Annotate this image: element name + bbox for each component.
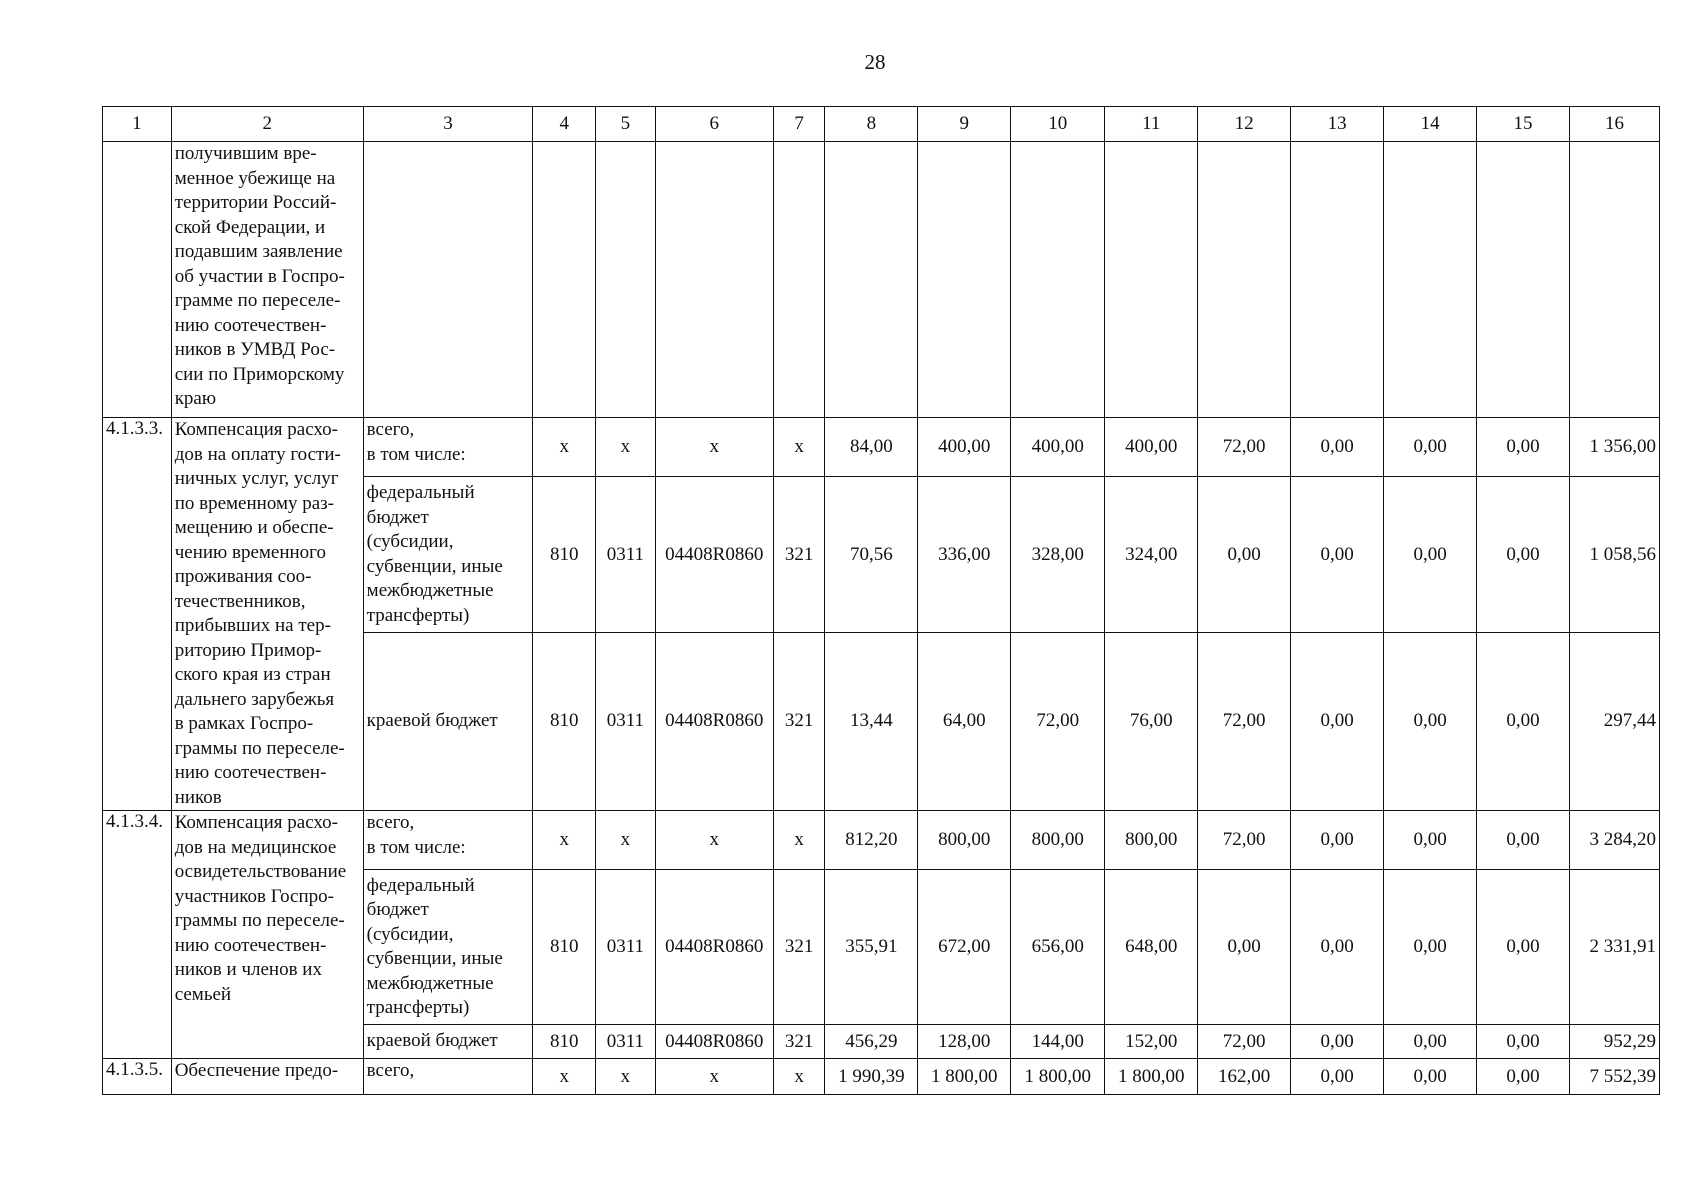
value-cell: 0,00 — [1384, 811, 1477, 870]
value-cell: 812,20 — [825, 811, 918, 870]
value-cell: 324,00 — [1105, 477, 1198, 632]
item-code-cell: 4.1.3.4. — [103, 811, 172, 1059]
total-cell: 7 552,39 — [1570, 1059, 1660, 1095]
glava-cell: х — [533, 418, 596, 477]
glava-cell: 810 — [533, 477, 596, 632]
column-header: 14 — [1384, 107, 1477, 142]
column-header: 4 — [533, 107, 596, 142]
total-cell: 3 284,20 — [1570, 811, 1660, 870]
column-header: 9 — [918, 107, 1011, 142]
value-cell: 72,00 — [1198, 632, 1291, 810]
value-cell: 800,00 — [918, 811, 1011, 870]
glava-cell: 810 — [533, 632, 596, 810]
value-cell: 128,00 — [918, 1025, 1011, 1059]
expense-type-cell: х — [773, 1059, 825, 1095]
column-header: 8 — [825, 107, 918, 142]
value-cell: 0,00 — [1291, 870, 1384, 1025]
expense-type-cell: х — [773, 811, 825, 870]
value-cell: 800,00 — [1105, 811, 1198, 870]
value-cell: 0,00 — [1291, 418, 1384, 477]
column-header: 7 — [773, 107, 825, 142]
expense-type-cell: 321 — [773, 1025, 825, 1059]
value-cell: 0,00 — [1477, 870, 1570, 1025]
section-cell: 0311 — [596, 870, 656, 1025]
value-cell: 0,00 — [1384, 870, 1477, 1025]
value-cell: 0,00 — [1291, 477, 1384, 632]
target-code-cell: 04408R0860 — [655, 477, 773, 632]
value-cell: 1 800,00 — [1011, 1059, 1105, 1095]
value-cell: 656,00 — [1011, 870, 1105, 1025]
column-header: 10 — [1011, 107, 1105, 142]
value-cell: 0,00 — [1198, 477, 1291, 632]
column-header: 16 — [1570, 107, 1660, 142]
target-code-cell: х — [655, 418, 773, 477]
funding-source-cell: всего, в том числе: — [363, 811, 533, 870]
expense-type-cell: 321 — [773, 477, 825, 632]
value-cell: 76,00 — [1105, 632, 1198, 810]
funding-source-cell: федеральный бюджет (субсидии, субвенции, иные межбюджетные трансферты) — [363, 870, 533, 1025]
funding-source-cell: краевой бюджет — [363, 1025, 533, 1059]
value-cell: 0,00 — [1291, 811, 1384, 870]
value-cell: 1 990,39 — [825, 1059, 918, 1095]
value-cell: 0,00 — [1384, 1059, 1477, 1095]
section-cell: 0311 — [596, 477, 656, 632]
column-header: 11 — [1105, 107, 1198, 142]
value-cell: 355,91 — [825, 870, 918, 1025]
value-cell: 72,00 — [1011, 632, 1105, 810]
expense-type-cell: х — [773, 418, 825, 477]
value-cell: 144,00 — [1011, 1025, 1105, 1059]
target-code-cell: х — [655, 811, 773, 870]
column-header: 12 — [1198, 107, 1291, 142]
item-name-cell: получившим вре- менное убежище на территории Россий- ской Федерации, и подавшим заявление об участии в Госпро- грамме по переселе- нию соотечествен- ников в УМВД Рос- сии по Приморскому краю — [171, 142, 363, 418]
value-cell: 0,00 — [1477, 418, 1570, 477]
column-header: 1 — [103, 107, 172, 142]
total-cell: 297,44 — [1570, 632, 1660, 810]
value-cell: 13,44 — [825, 632, 918, 810]
item-name-cell: Компенсация расхо- дов на медицинское освидетельствование участников Госпро- граммы по переселе- нию соотечествен- ников и членов их семьей — [171, 811, 363, 1059]
table-row — [103, 1059, 1660, 1095]
value-cell: 72,00 — [1198, 418, 1291, 477]
value-cell: 0,00 — [1477, 477, 1570, 632]
table-row-continuation — [103, 142, 1660, 418]
expense-type-cell: 321 — [773, 632, 825, 810]
value-cell: 0,00 — [1384, 477, 1477, 632]
table-row — [103, 811, 1660, 870]
target-code-cell: 04408R0860 — [655, 870, 773, 1025]
glava-cell: х — [533, 1059, 596, 1095]
value-cell: 70,56 — [825, 477, 918, 632]
value-cell: 0,00 — [1477, 632, 1570, 810]
column-header: 13 — [1291, 107, 1384, 142]
glava-cell: 810 — [533, 1025, 596, 1059]
page-number: 28 — [864, 50, 886, 74]
column-header: 6 — [655, 107, 773, 142]
value-cell: 672,00 — [918, 870, 1011, 1025]
value-cell: 400,00 — [1011, 418, 1105, 477]
target-code-cell: 04408R0860 — [655, 632, 773, 810]
value-cell: 336,00 — [918, 477, 1011, 632]
value-cell: 84,00 — [825, 418, 918, 477]
value-cell: 800,00 — [1011, 811, 1105, 870]
value-cell: 0,00 — [1291, 1025, 1384, 1059]
funding-source-cell: краевой бюджет — [363, 632, 533, 810]
funding-source-cell: всего, — [363, 1059, 533, 1095]
value-cell: 152,00 — [1105, 1025, 1198, 1059]
value-cell: 648,00 — [1105, 870, 1198, 1025]
item-name-cell: Компенсация расхо- дов на оплату гости- ничных услуг, услуг по временному раз- мещению и обеспе- чению временного проживания соо- течественников, прибывших на тер- риторию Примор- ского края из стран дальнего зарубежья в рамках Госпро- граммы по переселе- нию соотечествен- ников — [171, 418, 363, 811]
total-cell: 2 331,91 — [1570, 870, 1660, 1025]
value-cell: 64,00 — [918, 632, 1011, 810]
value-cell: 400,00 — [918, 418, 1011, 477]
total-cell: 1 356,00 — [1570, 418, 1660, 477]
funding-source-cell: федеральный бюджет (субсидии, субвенции, иные межбюджетные трансферты) — [363, 477, 533, 632]
item-code-cell: 4.1.3.5. — [103, 1059, 172, 1095]
section-cell: х — [596, 418, 656, 477]
value-cell: 0,00 — [1291, 632, 1384, 810]
value-cell: 162,00 — [1198, 1059, 1291, 1095]
target-code-cell: х — [655, 1059, 773, 1095]
value-cell: 1 800,00 — [1105, 1059, 1198, 1095]
budget-table — [102, 106, 1660, 1095]
item-code-cell: 4.1.3.3. — [103, 418, 172, 811]
value-cell: 0,00 — [1384, 1025, 1477, 1059]
target-code-cell: 04408R0860 — [655, 1025, 773, 1059]
table-row — [103, 418, 1660, 477]
value-cell: 0,00 — [1198, 870, 1291, 1025]
glava-cell: 810 — [533, 870, 596, 1025]
funding-source-cell: всего, в том числе: — [363, 418, 533, 477]
value-cell: 1 800,00 — [918, 1059, 1011, 1095]
value-cell: 72,00 — [1198, 1025, 1291, 1059]
total-cell: 1 058,56 — [1570, 477, 1660, 632]
code-cell — [103, 142, 172, 418]
value-cell: 0,00 — [1477, 1025, 1570, 1059]
value-cell: 0,00 — [1384, 418, 1477, 477]
value-cell: 0,00 — [1477, 1059, 1570, 1095]
column-header: 2 — [171, 107, 363, 142]
column-header: 15 — [1477, 107, 1570, 142]
value-cell: 0,00 — [1384, 632, 1477, 810]
value-cell: 456,29 — [825, 1025, 918, 1059]
glava-cell: х — [533, 811, 596, 870]
column-header: 5 — [596, 107, 656, 142]
section-cell: х — [596, 811, 656, 870]
value-cell: 72,00 — [1198, 811, 1291, 870]
section-cell: х — [596, 1059, 656, 1095]
value-cell: 400,00 — [1105, 418, 1198, 477]
value-cell: 0,00 — [1477, 811, 1570, 870]
section-cell: 0311 — [596, 1025, 656, 1059]
total-cell: 952,29 — [1570, 1025, 1660, 1059]
value-cell: 328,00 — [1011, 477, 1105, 632]
table-header-row — [103, 107, 1660, 142]
item-name-cell: Обеспечение предо- — [171, 1059, 363, 1095]
expense-type-cell: 321 — [773, 870, 825, 1025]
value-cell: 0,00 — [1291, 1059, 1384, 1095]
section-cell: 0311 — [596, 632, 656, 810]
column-header: 3 — [363, 107, 533, 142]
